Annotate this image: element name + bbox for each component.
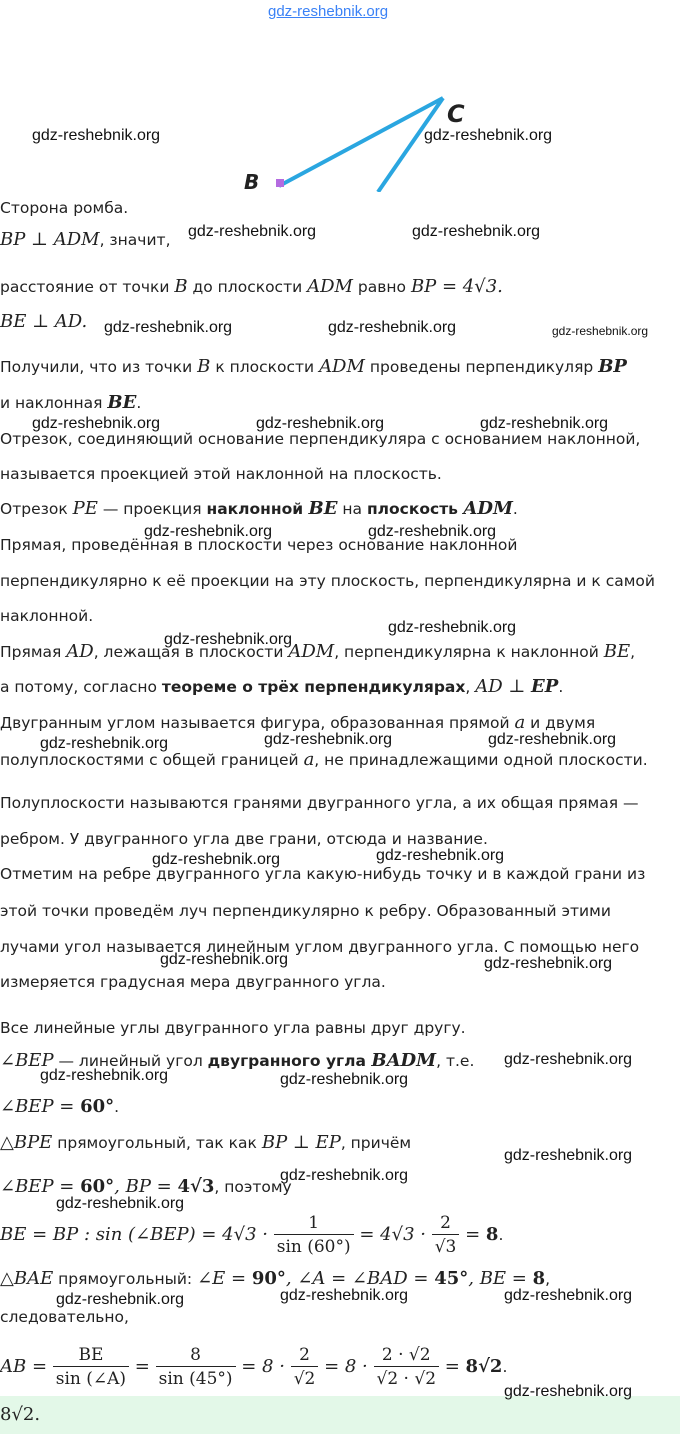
watermark: gdz-reshebnik.org: [424, 127, 553, 144]
fraction-2-sqrt2: $\frac{2}{√2}$: [291, 1344, 319, 1391]
watermark: gdz-reshebnik.org: [388, 619, 517, 636]
watermark: gdz-reshebnik.org: [188, 223, 317, 240]
watermark: gdz-reshebnik.org: [504, 1287, 633, 1304]
watermark: gdz-reshebnik.org: [56, 1195, 185, 1212]
watermark: gdz-reshebnik.org: [412, 223, 541, 240]
answer-value: 8√2.: [0, 1404, 41, 1425]
text-inclined: и наклонная BE.: [0, 392, 142, 413]
text-bp-perp: BP ⊥ ADM, значит,: [0, 229, 171, 250]
text-def-projection-1: Отрезок, соединяющий основание перпендикуляра с основанием наклонной,: [0, 430, 641, 448]
text-dihedral-2: полуплоскостями с общей границей a, не принадлежащими одной плоскости.: [0, 749, 648, 770]
text-faces-1: Полуплоскости называются гранями двугранного угла, а их общая прямая —: [0, 794, 639, 812]
text-def-three-perp-1: Прямая, проведённая в плоскости через основание наклонной: [0, 536, 518, 554]
watermark: gdz-reshebnik.org: [264, 731, 393, 748]
watermark: gdz-reshebnik.org: [256, 415, 385, 432]
text-triangle-bpe: △BPE прямоугольный, так как BP ⊥ EP, причём: [0, 1132, 412, 1153]
text-line-ad: Прямая AD, лежащая в плоскости ADM, перпендикулярна к наклонной BE,: [0, 641, 636, 662]
text-all-equal: Все линейные углы двугранного угла равны друг другу.: [0, 1019, 466, 1037]
text-def-three-perp-2: перпендикулярно к её проекции на эту плоскость, перпендикулярна и к самой: [0, 572, 655, 590]
watermark: gdz-reshebnik.org: [504, 1051, 633, 1068]
text-bep-60: ∠BEP = 60°.: [0, 1096, 120, 1117]
fraction-be-sina: $\frac{BE}{\sin (\angle A)}$: [53, 1344, 129, 1391]
text-segment-pe: Отрезок PE — проекция наклонной BE на плоскость ADM.: [0, 498, 518, 519]
text-be-perp-ad: BE ⊥ AD.: [0, 311, 88, 332]
fraction-1-sin60: $\frac{1}{\sin (60^\circ)}$: [274, 1212, 354, 1259]
segment-bc: [279, 98, 443, 186]
watermark: gdz-reshebnik.org: [488, 731, 617, 748]
watermark-top-link[interactable]: gdz-reshebnik.org: [268, 3, 389, 20]
text-linear-angle-1: Отметим на ребре двугранного угла какую-нибудь точку и в каждой грани из: [0, 865, 646, 883]
point-label-b: B: [244, 170, 260, 190]
watermark: gdz-reshebnik.org: [480, 415, 609, 432]
answer-box: [0, 1396, 680, 1434]
fraction-2-sqrt3: $\frac{2}{√3}$: [432, 1212, 460, 1259]
point-label-c: C: [447, 100, 465, 128]
watermark: gdz-reshebnik.org: [552, 324, 649, 338]
text-dihedral-1: Двугранным углом называется фигура, образованная прямой a и двумя: [0, 712, 596, 733]
text-def-projection-2: называется проекцией этой наклонной на плоскость.: [0, 465, 442, 483]
watermark: gdz-reshebnik.org: [280, 1167, 409, 1184]
fraction-8-sin45: $\frac{8}{\sin (45^\circ)}$: [156, 1344, 236, 1391]
watermark: gdz-reshebnik.org: [144, 523, 273, 540]
text-got-perp: Получили, что из точки B к плоскости ADM проведены перпендикуляр BP: [0, 356, 627, 377]
watermark: gdz-reshebnik.org: [376, 847, 505, 864]
text-therefore: следовательно,: [0, 1308, 129, 1326]
watermark: gdz-reshebnik.org: [152, 851, 281, 868]
text-linear-angle-3: лучами угол называется линейным углом двугранного угла. С помощью него: [0, 938, 640, 956]
watermark: gdz-reshebnik.org: [368, 523, 497, 540]
fraction-rationalize: $\frac{2 \cdot √2}{√2 \cdot √2}$: [374, 1344, 440, 1391]
watermark: gdz-reshebnik.org: [32, 127, 161, 144]
text-three-perp-theorem: а потому, согласно теореме о трёх перпендикулярах, AD ⊥ EP.: [0, 676, 564, 697]
watermark: gdz-reshebnik.org: [40, 735, 169, 752]
watermark: gdz-reshebnik.org: [56, 1291, 185, 1308]
text-triangle-bae: △BAE прямоугольный: ∠E = 90°, ∠A = ∠BAD = 45°, BE = 8,: [0, 1268, 551, 1289]
text-linear-angle-4: измеряется градусная мера двугранного угла.: [0, 973, 386, 991]
watermark: gdz-reshebnik.org: [160, 951, 289, 968]
watermark: gdz-reshebnik.org: [280, 1287, 409, 1304]
text-side-rhombus: Сторона ромба.: [0, 199, 129, 217]
right-angle-mark: [276, 179, 284, 187]
watermark: gdz-reshebnik.org: [40, 1067, 169, 1084]
segment-c-down: [378, 98, 443, 192]
watermark: gdz-reshebnik.org: [484, 955, 613, 972]
watermark: gdz-reshebnik.org: [504, 1383, 633, 1400]
text-bep-linear: ∠BEP — линейный угол двугранного угла BADM, т.е.: [0, 1050, 475, 1071]
formula-ab: AB = $\frac{BE}{\sin (\angle A)}$ = $\frac{8}{\sin (45^\circ)}$ = 8 · $\frac{2}{√2}$ = 8 · $\frac{2 \cdot √2}{√2 \cdot √2}$ = 8√2.: [0, 1345, 508, 1389]
watermark: gdz-reshebnik.org: [504, 1147, 633, 1164]
watermark: gdz-reshebnik.org: [164, 631, 293, 648]
text-def-three-perp-3: наклонной.: [0, 607, 94, 625]
text-faces-2: ребром. У двугранного угла две грани, отсюда и название.: [0, 830, 488, 848]
watermark: gdz-reshebnik.org: [328, 319, 457, 336]
watermark: gdz-reshebnik.org: [32, 415, 161, 432]
formula-be: BE = BP : sin (∠BEP) = 4√3 · $\frac{1}{\sin (60^\circ)}$ = 4√3 · $\frac{2}{√3}$ = 8.: [0, 1213, 504, 1257]
text-linear-angle-2: этой точки проведём луч перпендикулярно к ребру. Образованный этими: [0, 902, 611, 920]
text-distance: расстояние от точки B до плоскости ADM равно BP = 4√3.: [0, 276, 503, 297]
text-conditions: ∠BEP = 60°, BP = 4√3, поэтому: [0, 1176, 292, 1197]
watermark: gdz-reshebnik.org: [104, 319, 233, 336]
watermark: gdz-reshebnik.org: [280, 1071, 409, 1088]
